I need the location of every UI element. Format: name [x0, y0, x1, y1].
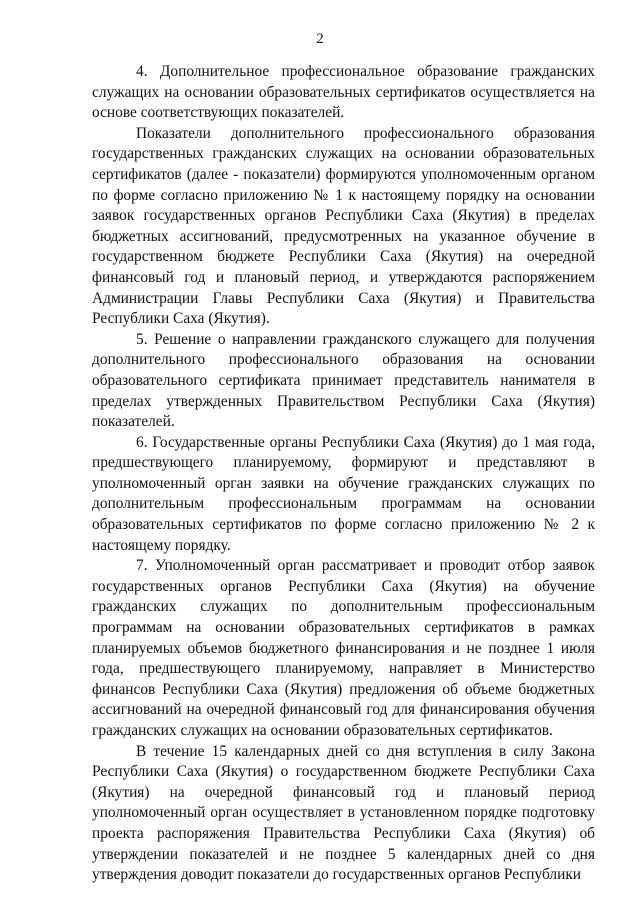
paragraph-item-5: 5. Решение о направлении гражданского служащего для получения дополнительного профессионального образования на основании образовательного сертификата принимает представитель нанимателя в пределах утвержденных Правительством Республики Саха (Якутия) показателей.	[92, 330, 595, 431]
document-body	[92, 62, 595, 886]
page-number: 2	[316, 31, 324, 47]
paragraph-deadline: В течение 15 календарных дней со дня вступления в силу Закона Республики Саха (Якутия) о государственном бюджете Республики Саха (Якутия) на очередной финансовый год и плановый период уполномоченный орган осуществляет в установленном порядке подготовку проекта распоряжения Правительства Республики Саха (Якутия) об утверждении показателей и не позднее 5 календарных дней со дня утверждения доводит показатели до государственных органов Республики	[92, 742, 595, 884]
paragraph-indicators: Показатели дополнительного профессионального образования государственных гражданских служащих на основании образовательных сертификатов (далее - показатели) формируются уполномоченным органом по форме согласно приложению № 1 к настоящему порядку на основании заявок государственных органов Республики Саха (Якутия) в пределах бюджетных ассигнований, предусмотренных на указанное обучение в государственном бюджете Республики Саха (Якутия) на очередной финансовый год и плановый период, и утверждаются распоряжением Администрации Главы Республики Саха (Якутия) и Правительства Республики Саха (Якутия).	[92, 124, 595, 328]
paragraph-item-6: 6. Государственные органы Республики Саха (Якутия) до 1 мая года, предшествующего планируемому, формируют и представляют в уполномоченный орган заявки на обучение гражданских служащих по дополнительным профессиональным программам на основании образовательных сертификатов по форме согласно приложению № 2 к настоящему порядку.	[92, 433, 595, 554]
paragraph-item-4: 4. Дополнительное профессиональное образование гражданских служащих на основании образовательных сертификатов осуществляется на основе соответствующих показателей.	[92, 63, 595, 122]
paragraph-item-7: 7. Уполномоченный орган рассматривает и проводит отбор заявок государственных органов Республики Саха (Якутия) на обучение гражданских служащих по дополнительным профессиональным программам на основании образовательных сертификатов в рамках планируемых объемов бюджетного финансирования и не позднее 1 июля года, предшествующего планируемому, направляет в Министерство финансов Республики Саха (Якутия) предложения об объеме бюджетных ассигнований на очередной финансовый год для финансирования обучения гражданских служащих на основании образовательных сертификатов.	[92, 557, 595, 739]
